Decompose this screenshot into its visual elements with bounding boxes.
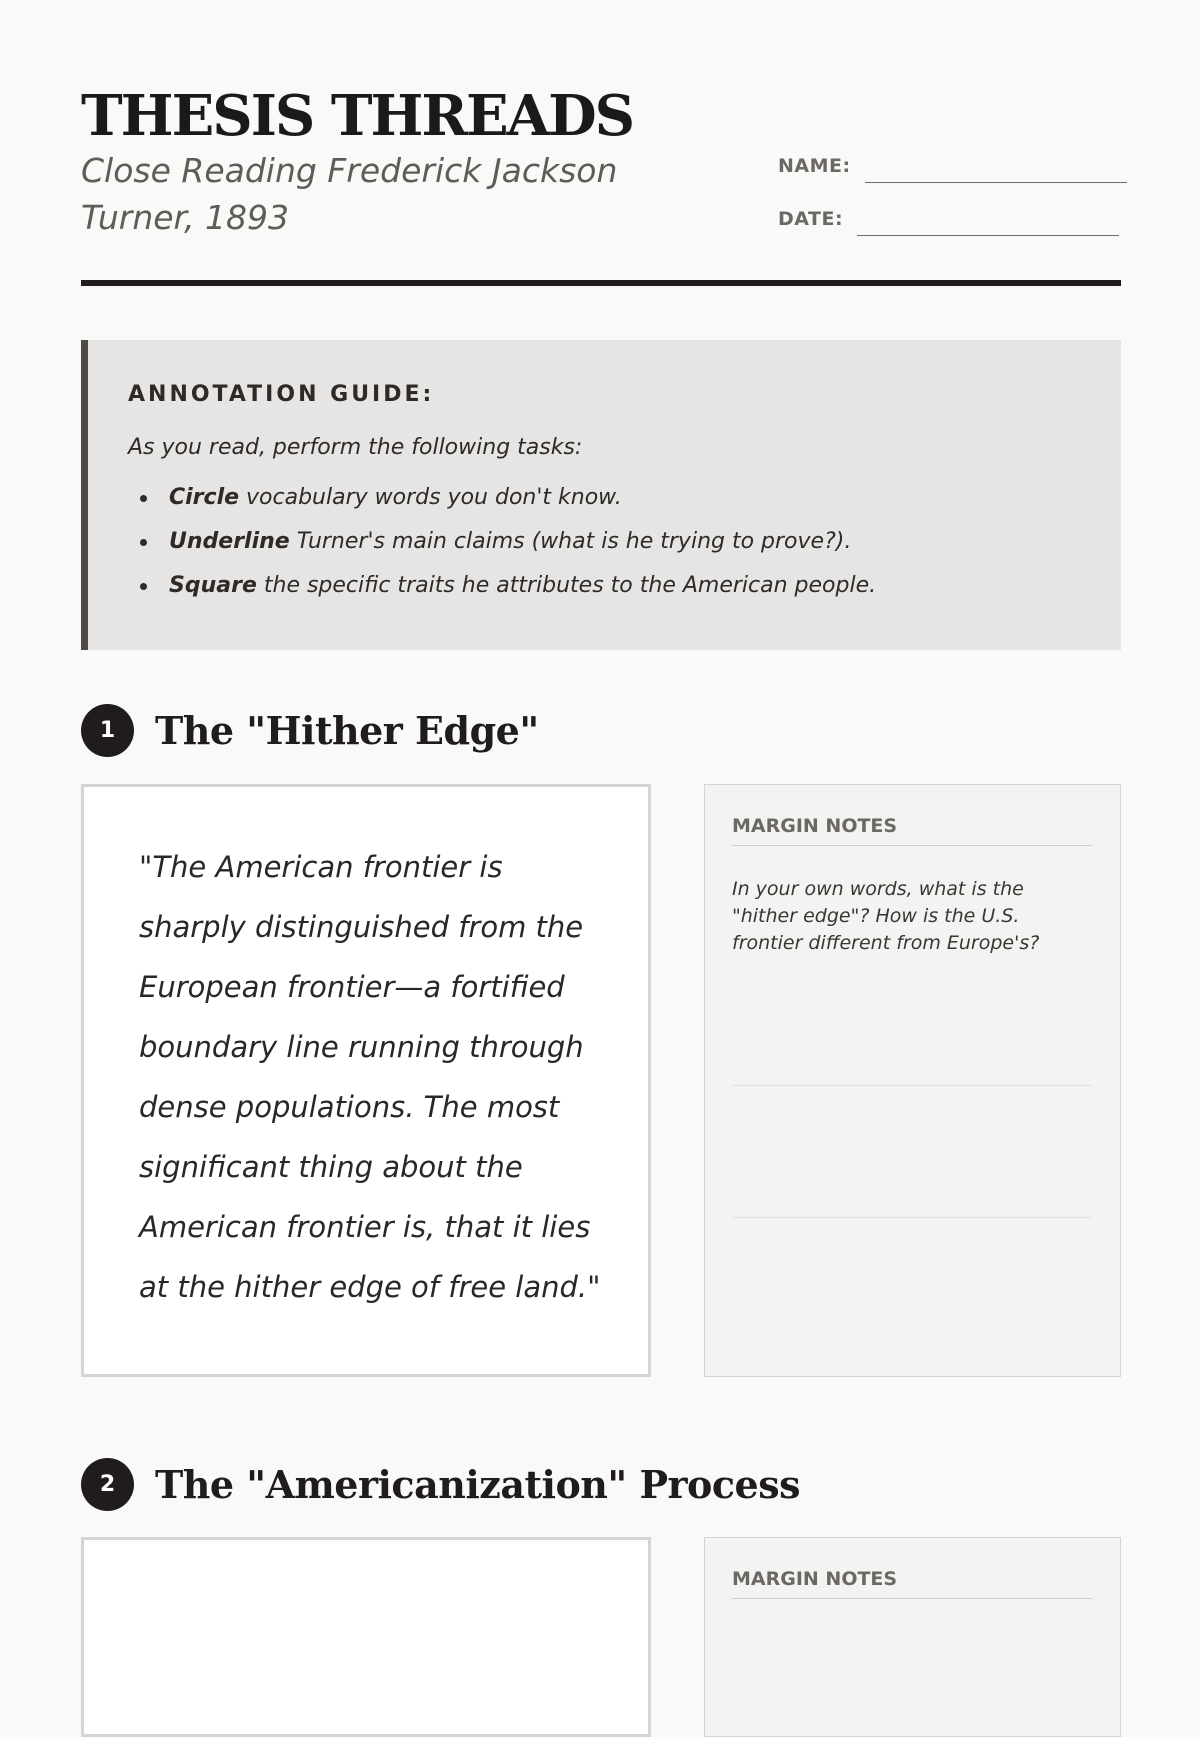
name-input-line[interactable] <box>865 182 1127 183</box>
section-title: The "Americanization" Process <box>155 1462 800 1507</box>
task-text: vocabulary words you don't know. <box>239 485 622 510</box>
worksheet-title: THESIS THREADS <box>81 83 634 149</box>
annotation-guide-intro: As you read, perform the following tasks: <box>128 435 583 460</box>
task-text: Turner's main claims (what is he trying to prove?). <box>289 529 852 554</box>
section-number-badge: 2 <box>81 1458 134 1511</box>
header-divider <box>81 280 1121 286</box>
writing-line[interactable] <box>732 1217 1092 1218</box>
task-verb: Underline <box>169 529 290 554</box>
primary-source-quote[interactable]: "The American frontier is sharply distinguished from the European frontier—a fortified boundary line running through dense populations. The most significant thing about the American frontier is, that it lies at the hither edge of free land." <box>139 850 601 1304</box>
section-2-heading <box>81 1458 800 1511</box>
margin-notes-prompt: In your own words, what is the "hither edge"? How is the U.S. frontier different from Europe's? <box>732 878 1040 954</box>
worksheet-header <box>81 0 1121 287</box>
section-1-heading <box>81 704 539 757</box>
date-field[interactable] <box>778 208 1119 230</box>
name-label: NAME: <box>778 155 851 177</box>
task-text: the specific traits he attributes to the American people. <box>256 573 877 598</box>
annotation-task-circle <box>128 483 876 527</box>
section-1-quote-box <box>81 784 651 1377</box>
annotation-guide-title: ANNOTATION GUIDE: <box>128 382 435 407</box>
annotation-task-square <box>128 571 876 615</box>
annotation-task-underline <box>128 527 876 571</box>
section-number-badge: 1 <box>81 704 134 757</box>
task-verb: Circle <box>169 485 240 510</box>
section-title: The "Hither Edge" <box>155 708 539 753</box>
section-1-margin-notes[interactable] <box>704 784 1121 1377</box>
margin-notes-label: MARGIN NOTES <box>732 815 1092 846</box>
task-verb: Square <box>169 573 257 598</box>
annotation-task-list <box>128 483 876 615</box>
section-2-quote-box <box>81 1537 651 1737</box>
writing-line[interactable] <box>732 1085 1092 1086</box>
date-label: DATE: <box>778 208 844 230</box>
date-input-line[interactable] <box>857 235 1119 236</box>
annotation-guide <box>81 340 1121 650</box>
worksheet-subtitle: Close Reading Frederick Jackson Turner, 1893 <box>81 151 618 237</box>
worksheet-page <box>81 0 1121 1590</box>
name-field[interactable] <box>778 155 1127 177</box>
section-2-margin-notes[interactable] <box>704 1537 1121 1737</box>
margin-notes-label: MARGIN NOTES <box>732 1568 1092 1599</box>
